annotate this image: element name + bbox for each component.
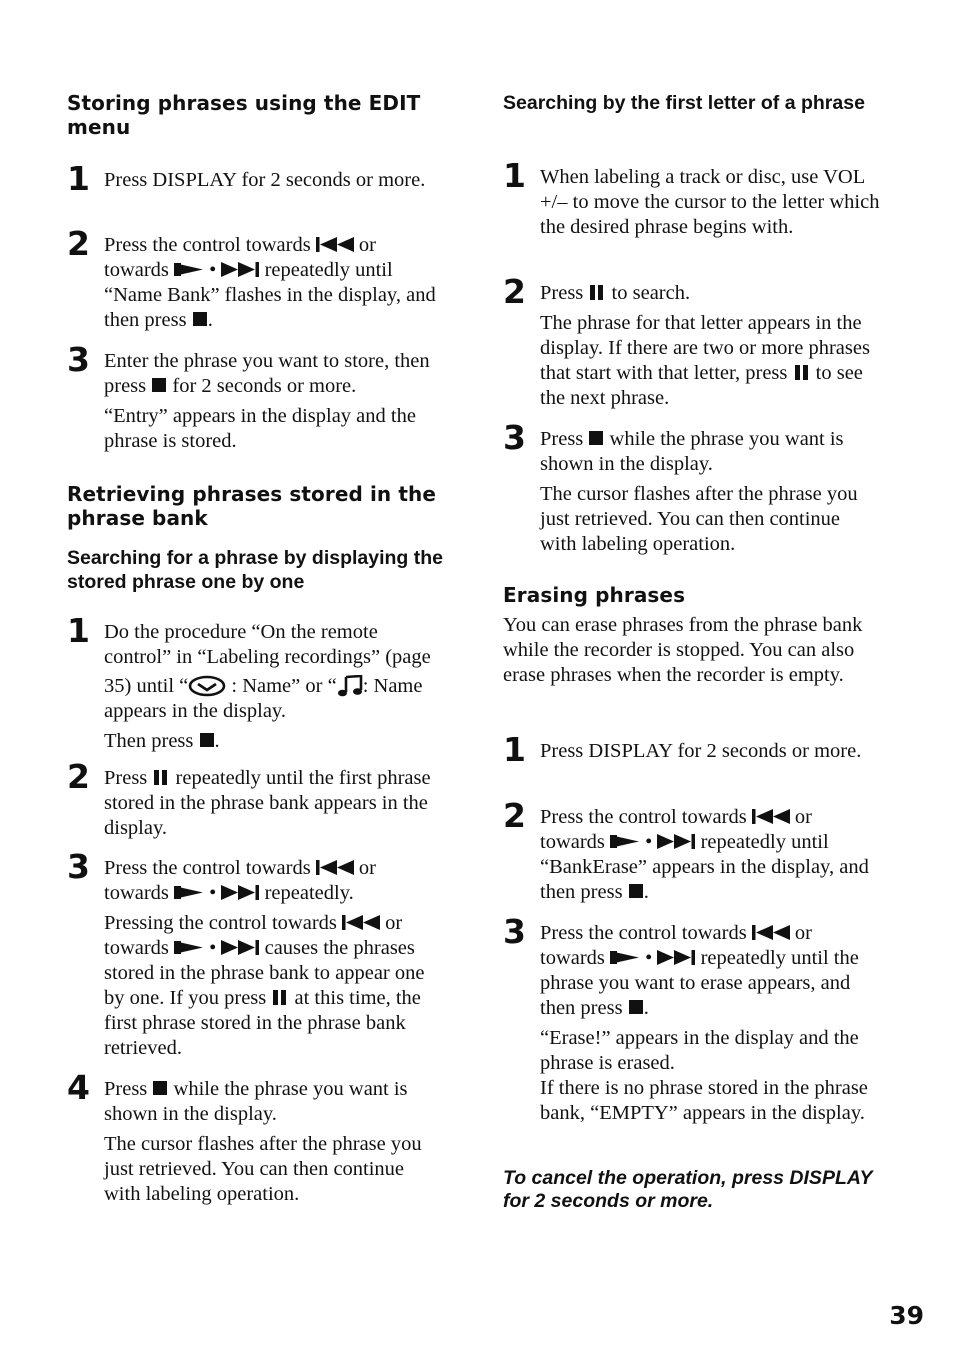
pause-icon	[154, 770, 168, 785]
first-letter-step-1	[503, 156, 881, 240]
step-number: 4	[67, 1068, 90, 1107]
step-text	[104, 349, 445, 399]
erasing-step-2	[503, 796, 881, 905]
storing-step-1	[67, 159, 445, 198]
pause-icon	[273, 990, 287, 1005]
bullet-separator: •	[209, 259, 217, 281]
text: or towards	[104, 912, 403, 959]
text: repeatedly until the first phrase stored in the phrase bank appears in the display.	[104, 767, 431, 839]
next-track-icon	[221, 885, 259, 900]
stop-icon	[629, 1000, 643, 1014]
music-note-icon	[337, 675, 363, 697]
text: .	[643, 881, 649, 903]
storing-step-3	[67, 340, 445, 454]
step-note: The cursor flashes after the phrase you just retrieved. You can then continue with labeling operation.	[104, 1133, 422, 1205]
retrieving-step-3	[67, 847, 445, 1061]
step-note: “Entry” appears in the display and the phrase is stored.	[104, 405, 416, 452]
step-number: 2	[67, 757, 90, 796]
step-number: 1	[67, 159, 90, 198]
text: or towards	[104, 857, 376, 904]
retrieving-step-1	[67, 611, 445, 754]
retrieving-step-2	[67, 757, 445, 841]
pause-icon	[795, 365, 809, 380]
step-number: 2	[503, 796, 526, 835]
erasing-step-3	[503, 912, 881, 1126]
first-letter-step-3	[503, 418, 881, 557]
first-letter-subheading: Searching by the first letter of a phrase	[503, 92, 865, 114]
bullet-separator: •	[645, 831, 653, 853]
text: : Name appears in the display.	[104, 675, 423, 722]
step-note	[540, 311, 881, 411]
text: Do the procedure “On the remote control” in “Labeling recordings” (page 35) until “	[104, 621, 431, 697]
text: or towards	[540, 922, 812, 969]
text: repeatedly until “BankErase” appears in the display, and then press	[540, 831, 869, 903]
erasing-intro: You can erase phrases from the phrase bank while the recorder is stopped. You can also erase phrases when the recorder is empty.	[503, 614, 863, 686]
step-text	[540, 281, 881, 306]
step-number: 2	[503, 272, 526, 311]
text: while the phrase you want is shown in the display.	[104, 1078, 408, 1125]
text: Press	[104, 1078, 148, 1100]
play-icon	[174, 940, 204, 955]
text: while the phrase you want is shown in the display.	[540, 428, 844, 475]
play-icon	[610, 950, 640, 965]
first-letter-step-2	[503, 272, 881, 411]
step-text	[540, 427, 881, 477]
text: or towards	[540, 806, 812, 853]
step-note: “Erase!” appears in the display and the phrase is erased.	[540, 1027, 859, 1074]
stop-icon	[152, 378, 166, 392]
text: repeatedly until the phrase you want to erase appears, and then press	[540, 947, 859, 1019]
step-note: The cursor flashes after the phrase you just retrieved. You can then continue with labeling operation.	[540, 483, 858, 555]
step-text: When labeling a track or disc, use VOL +/– to move the cursor to the letter which the desired phrase begins with.	[540, 166, 880, 238]
step-number: 1	[503, 156, 526, 195]
text: Press the control towards	[540, 806, 747, 828]
stop-icon	[629, 884, 643, 898]
text: Press	[104, 767, 148, 789]
play-icon	[610, 834, 640, 849]
disc-icon	[188, 675, 226, 697]
text: to search.	[611, 282, 691, 304]
step-number: 1	[503, 730, 526, 769]
text: .	[214, 730, 220, 752]
step-note	[104, 911, 445, 1061]
step-note: If there is no phrase stored in the phrase bank, “EMPTY” appears in the display.	[540, 1077, 868, 1124]
previous-track-icon	[752, 925, 790, 940]
text: : Name” or “	[231, 675, 337, 697]
text: Press the control towards	[104, 857, 311, 879]
storing-step-2	[67, 224, 445, 333]
storing-heading: Storing phrases using the EDIT menu	[67, 91, 421, 139]
next-track-icon	[657, 834, 695, 849]
previous-track-icon	[752, 809, 790, 824]
step-number: 3	[503, 418, 526, 457]
stop-icon	[193, 312, 207, 326]
step-text: Press DISPLAY for 2 seconds or more.	[540, 740, 862, 762]
step-number: 3	[67, 847, 90, 886]
text: The phrase for that letter appears in the display. If there are two or more phrases that start with that letter, press	[540, 312, 870, 384]
play-icon	[174, 262, 204, 277]
text: or towards	[104, 234, 376, 281]
next-track-icon	[221, 262, 259, 277]
step-number: 2	[67, 224, 90, 263]
step-text	[540, 921, 881, 1021]
retrieving-step-4	[67, 1068, 445, 1207]
step-number: 1	[67, 611, 90, 650]
retrieving-subheading: Searching for a phrase by displaying the stored phrase one by one	[67, 547, 444, 593]
step-text: Press DISPLAY for 2 seconds or more.	[104, 169, 426, 191]
text: at this time, the first phrase stored in the phrase bank retrieved.	[104, 987, 421, 1059]
bullet-separator: •	[209, 882, 217, 904]
text: Then press	[104, 730, 194, 752]
step-text	[540, 805, 881, 905]
next-track-icon	[221, 940, 259, 955]
bullet-separator: •	[645, 947, 653, 969]
text: to see the next phrase.	[540, 362, 863, 409]
step-text	[104, 233, 445, 333]
next-track-icon	[657, 950, 695, 965]
play-icon	[174, 885, 204, 900]
step-text	[104, 1077, 445, 1127]
text: repeatedly until “Name Bank” flashes in the display, and then press	[104, 259, 436, 331]
step-text	[104, 620, 445, 724]
erasing-step-1	[503, 730, 881, 769]
previous-track-icon	[316, 237, 354, 252]
previous-track-icon	[316, 860, 354, 875]
stop-icon	[589, 431, 603, 445]
stop-icon	[153, 1081, 167, 1095]
step-text	[104, 856, 445, 906]
erasing-heading: Erasing phrases	[503, 583, 686, 607]
text: .	[643, 997, 649, 1019]
step-note	[104, 729, 445, 754]
text: Press	[540, 282, 584, 304]
previous-track-icon	[342, 915, 380, 930]
pause-icon	[590, 285, 604, 300]
text: Enter the phrase you want to store, then press	[104, 350, 430, 397]
text: Pressing the control towards	[104, 912, 337, 934]
text: causes the phrases stored in the phrase bank to appear one by one. If you press	[104, 937, 425, 1009]
step-text	[104, 766, 445, 841]
text: .	[207, 309, 213, 331]
stop-icon	[200, 733, 214, 747]
text: repeatedly.	[264, 882, 354, 904]
text: Press the control towards	[104, 234, 311, 256]
text: Press the control towards	[540, 922, 747, 944]
text: for 2 seconds or more.	[172, 375, 357, 397]
step-number: 3	[67, 340, 90, 379]
cancel-note: To cancel the operation, press DISPLAY for 2 seconds or more.	[503, 1167, 873, 1212]
page-number: 39	[889, 1301, 924, 1330]
step-number: 3	[503, 912, 526, 951]
text: Press	[540, 428, 584, 450]
retrieving-heading: Retrieving phrases stored in the phrase bank	[67, 482, 437, 530]
bullet-separator: •	[209, 937, 217, 959]
